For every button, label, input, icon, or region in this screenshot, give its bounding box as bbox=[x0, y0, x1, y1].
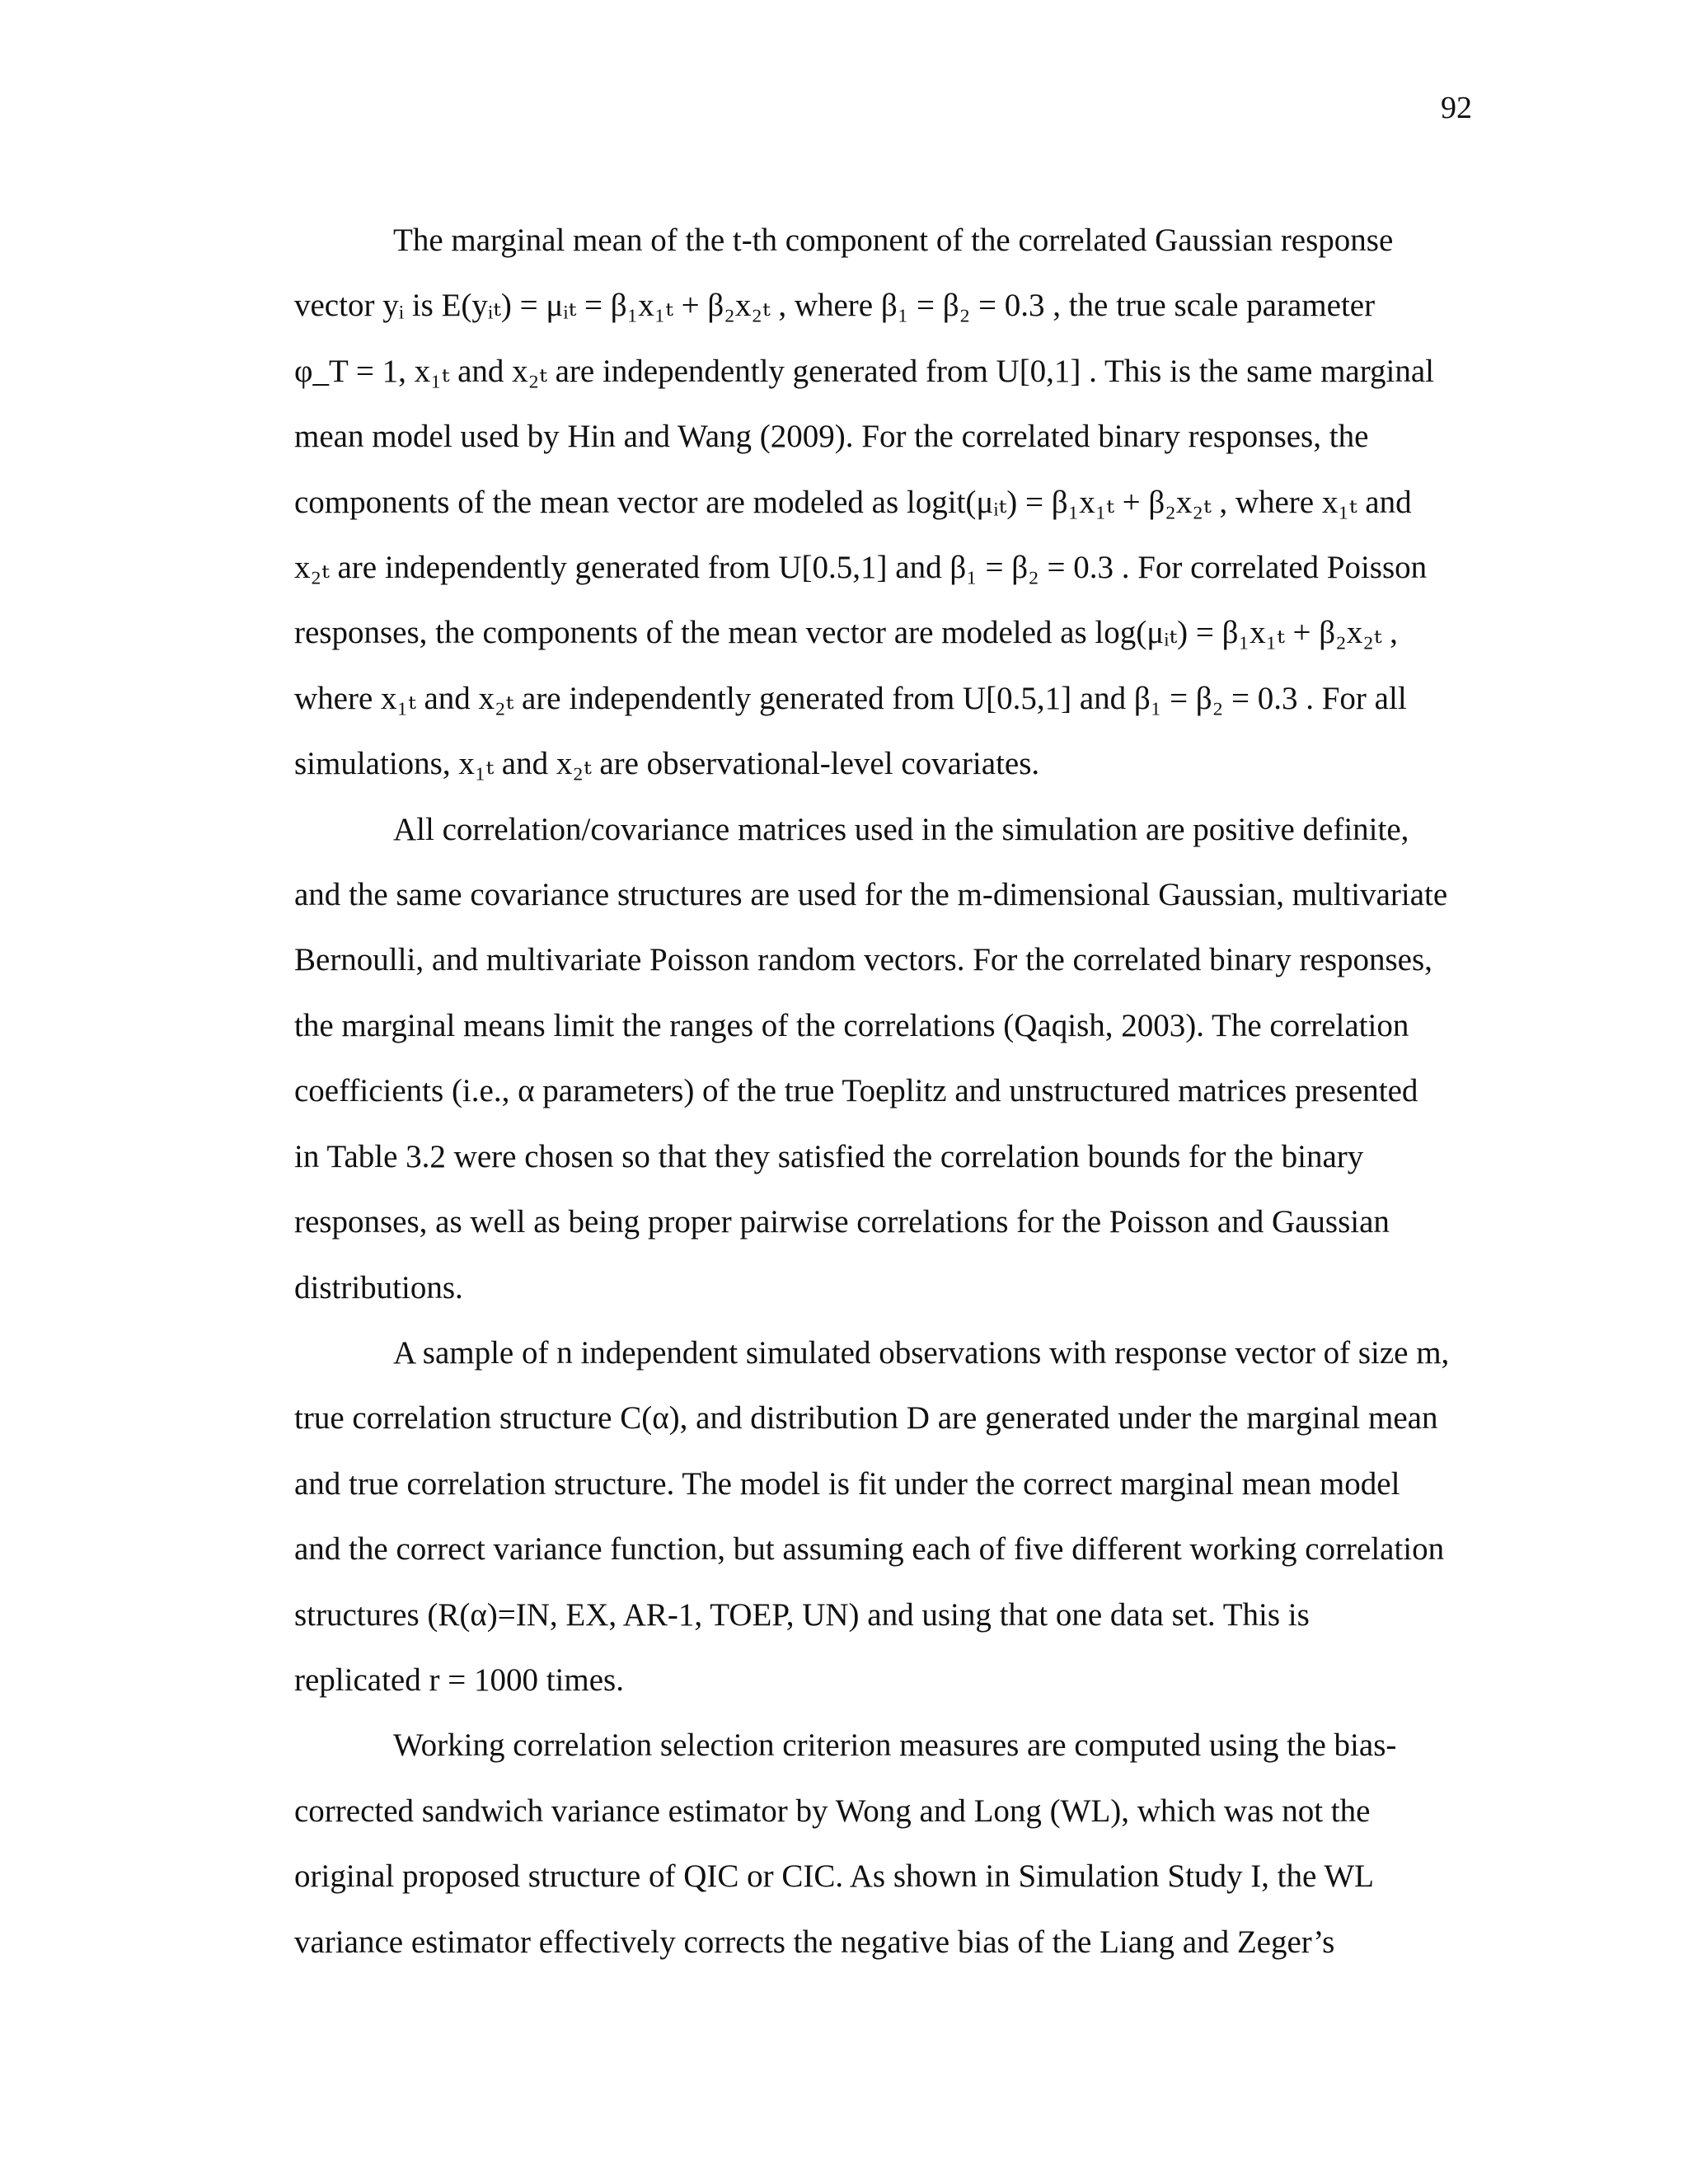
text-line: corrected sandwich variance estimator by Wong and Long (WL), which was not the bbox=[294, 1793, 1371, 1829]
text-line: φ_T = 1, x₁ₜ and x₂ₜ are independently generated from U[0,1] . This is the same marginal bbox=[294, 353, 1434, 389]
body-text bbox=[294, 208, 1465, 1975]
text-line: responses, the components of the mean vector are modeled as log(μᵢₜ) = β₁x₁ₜ + β₂x₂ₜ , bbox=[294, 615, 1398, 651]
paragraph-marginal-mean bbox=[294, 208, 1465, 797]
text-line: and the correct variance function, but assuming each of five different working correlation bbox=[294, 1531, 1445, 1568]
paragraph-simulation-sample bbox=[294, 1320, 1465, 1713]
page-number: 92 bbox=[1441, 91, 1472, 125]
text-line: components of the mean vector are modeled as logit(μᵢₜ) = β₁x₁ₜ + β₂x₂ₜ , where x₁ₜ and bbox=[294, 484, 1412, 520]
text-line: All correlation/covariance matrices used in the simulation are positive definite, bbox=[393, 811, 1409, 847]
paragraph-selection-criterion bbox=[294, 1713, 1465, 1975]
text-line: mean model used by Hin and Wang (2009). For the correlated binary responses, the bbox=[294, 419, 1369, 455]
text-line: responses, as well as being proper pairwise correlations for the Poisson and Gaussian bbox=[294, 1204, 1390, 1240]
text-line: replicated r = 1000 times. bbox=[294, 1661, 624, 1698]
text-line: original proposed structure of QIC or CIC. As shown in Simulation Study I, the WL bbox=[294, 1858, 1375, 1895]
text-line: structures (R(α)=IN, EX, AR-1, TOEP, UN) and using that one data set. This is bbox=[294, 1596, 1310, 1633]
text-line: distributions. bbox=[294, 1269, 463, 1305]
text-line: The marginal mean of the t-th component of the correlated Gaussian response bbox=[393, 223, 1394, 258]
text-line: coefficients (i.e., α parameters) of the true Toeplitz and unstructured matrices presented bbox=[294, 1073, 1418, 1109]
text-line: A sample of n independent simulated observations with response vector of size m, bbox=[393, 1334, 1450, 1371]
text-line: Working correlation selection criterion measures are computed using the bias- bbox=[393, 1727, 1397, 1764]
text-line: in Table 3.2 were chosen so that they satisfied the correlation bounds for the binary bbox=[294, 1138, 1364, 1174]
text-line: vector yᵢ is E(yᵢₜ) = μᵢₜ = β₁x₁ₜ + β₂x₂ₜ , where β₁ = β₂ = 0.3 , the true scale parameter bbox=[294, 288, 1376, 324]
text-line: true correlation structure C(α), and distribution D are generated under the marginal mean bbox=[294, 1400, 1438, 1436]
text-line: and the same covariance structures are used for the m-dimensional Gaussian, multivariate bbox=[294, 877, 1448, 913]
text-line: and true correlation structure. The model is fit under the correct marginal mean model bbox=[294, 1465, 1400, 1502]
text-line: where x₁ₜ and x₂ₜ are independently generated from U[0.5,1] and β₁ = β₂ = 0.3 . For all bbox=[294, 680, 1407, 716]
paragraph-correlation-matrices bbox=[294, 797, 1465, 1320]
text-line: variance estimator effectively corrects the negative bias of the Liang and Zeger’s bbox=[294, 1924, 1335, 1960]
text-line: simulations, x₁ₜ and x₂ₜ are observational-level covariates. bbox=[294, 746, 1040, 782]
text-line: Bernoulli, and multivariate Poisson random vectors. For the correlated binary responses, bbox=[294, 942, 1432, 978]
text-line: the marginal means limit the ranges of the correlations (Qaqish, 2003). The correlation bbox=[294, 1007, 1409, 1043]
text-line: x₂ₜ are independently generated from U[0.5,1] and β₁ = β₂ = 0.3 . For correlated Poisson bbox=[294, 550, 1428, 586]
